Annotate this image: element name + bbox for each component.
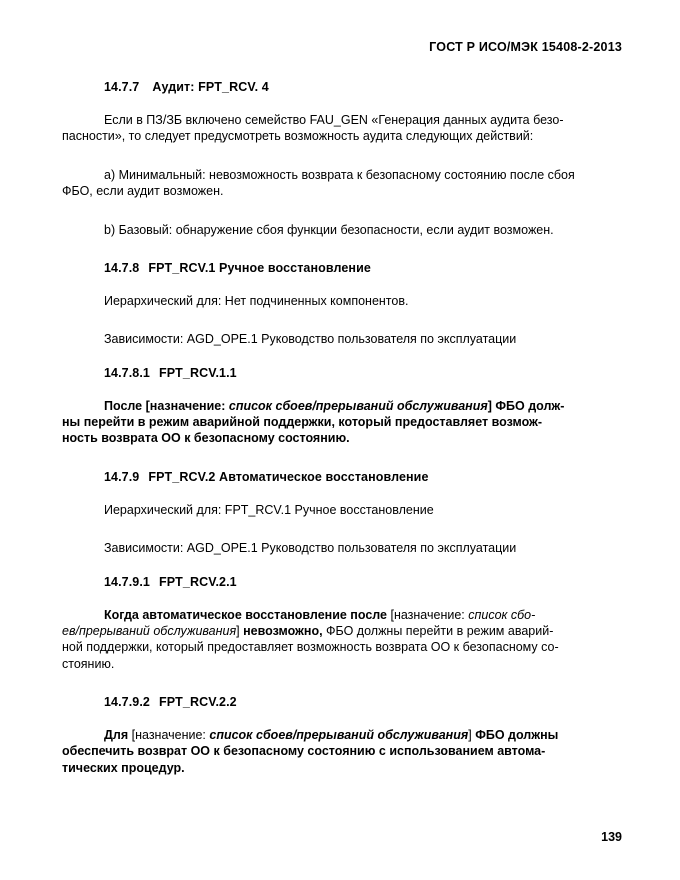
line: ФБО, если аудит возможен.: [62, 184, 224, 199]
page-header: ГОСТ Р ИСО/МЭК 15408-2-2013: [429, 40, 622, 54]
clause-heading-14-7-7: [62, 80, 622, 94]
clause-heading-14-7-8-1: [62, 366, 622, 380]
paragraph-hierarchical-2: [62, 498, 622, 522]
clause-number: 14.7.8: [104, 260, 140, 275]
paragraph-dependencies-2: [62, 536, 622, 560]
line: тических процедур.: [62, 760, 185, 775]
page-number: 139: [601, 830, 622, 844]
line: обеспечить возврат ОО к безопасному состоянию с использованием автома-: [62, 744, 546, 759]
assignment-text-cont: ев/прерываний обслуживания: [62, 623, 237, 638]
requirement-fpt-rcv-2-1-line3: [62, 635, 622, 659]
text-fragment: Для: [104, 728, 132, 742]
clause-title: FPT_RCV.1 Ручное восстановление: [148, 260, 371, 275]
clause-number: 14.7.9.1: [104, 574, 150, 589]
clause-heading-14-7-8: [62, 261, 622, 275]
text-fragment: [назначение:: [131, 728, 210, 742]
clause-number: 14.7.9: [104, 469, 140, 484]
line: пасности», то следует предусмотреть возможность аудита следующих действий:: [62, 129, 534, 144]
text-fragment: [назначение:: [390, 607, 469, 622]
clause-title: FPT_RCV.2.1: [158, 574, 237, 589]
line: Если в ПЗ/ЗБ включено семейство FAU_GEN «Генерация данных аудита безо-: [104, 113, 564, 127]
clause-title: FPT_RCV.2.2: [158, 695, 237, 709]
clause-title: FPT_RCV.2 Автоматическое восстановление: [148, 469, 429, 484]
clause-title: FPT_RCV.1.1: [158, 365, 237, 380]
clause-number: 14.7.7: [104, 80, 140, 94]
line: Иерархический для: FPT_RCV.1 Ручное восстановление: [104, 502, 434, 517]
text-fragment: ] ФБО долж-: [487, 398, 565, 413]
line: Иерархический для: Нет подчиненных компонентов.: [104, 293, 409, 308]
paragraph-dependencies-1: [62, 327, 622, 351]
paragraph-hierarchical-1: [62, 289, 622, 313]
line: b) Базовый: обнаружение сбоя функции безопасности, если аудит возможен.: [104, 222, 554, 237]
line: a) Минимальный: невозможность возврата к безопасному состоянию после сбоя: [104, 167, 575, 182]
assignment-text: список сбо-: [468, 607, 536, 622]
line: ность возврата ОО к безопасному состоянию.: [62, 431, 350, 446]
line: Зависимости: AGD_OPE.1 Руководство пользователя по эксплуатации: [104, 541, 517, 556]
assignment-text: список сбоев/прерываний обслуживания: [209, 728, 469, 742]
clause-heading-14-7-9-1: [62, 575, 622, 589]
clause-heading-14-7-9-2: [62, 695, 622, 709]
line: ной поддержки, который предоставляет возможность возврата ОО к безопасному со-: [62, 640, 559, 655]
paragraph-item-b: [62, 218, 622, 242]
clause-number: 14.7.9.2: [104, 695, 150, 709]
text-fragment: После [назначение:: [104, 398, 229, 413]
clause-number: 14.7.8.1: [104, 365, 150, 380]
text-fragment: ]: [236, 623, 244, 638]
clause-heading-14-7-9: [62, 470, 622, 484]
clause-title: Аудит: FPT_RCV. 4: [152, 80, 269, 94]
assignment-text: список сбоев/прерываний обслуживания: [228, 398, 488, 413]
line: Зависимости: AGD_OPE.1 Руководство пользователя по эксплуатации: [104, 332, 517, 347]
text-fragment: Когда автоматическое восстановление после: [104, 607, 391, 622]
line: ны перейти в режим аварийной поддержки, который предоставляет возмож-: [62, 415, 543, 429]
text-fragment: ФБО должны перейти в режим аварий-: [326, 623, 554, 638]
text-fragment: невозможно,: [243, 623, 327, 638]
text-fragment: ФБО должны: [475, 728, 559, 742]
text-fragment: ]: [468, 728, 476, 742]
line: стоянию.: [62, 656, 115, 671]
